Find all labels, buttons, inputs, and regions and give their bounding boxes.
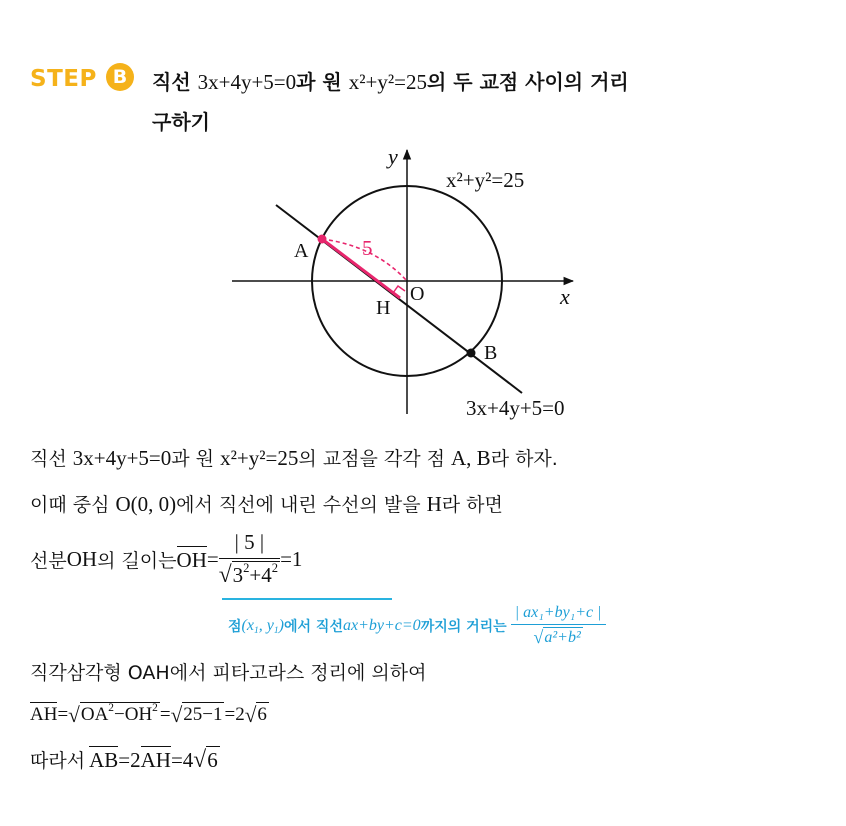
line-equation-label: 3x+4y+5=0 (466, 396, 565, 420)
l1-text-3: 의 교점을 각각 점 (298, 448, 451, 470)
l5-sqrt-3: √ 6 (244, 702, 267, 727)
l5-oa: OA (80, 704, 109, 725)
point-a-label: A (294, 240, 309, 262)
note-line-equation: ax+by+c=0 (342, 617, 421, 635)
l1-text-1: 직선 (30, 448, 73, 470)
l5-eq3: =2 (224, 704, 245, 725)
title-text-2: 과 원 (296, 70, 342, 94)
radius-label: 5 (362, 236, 373, 260)
l5-exp1: 2 (108, 701, 114, 714)
note-fraction (511, 604, 606, 648)
note-text-1: 점 (228, 619, 242, 636)
l6-sqrt: √ 6 (193, 747, 218, 774)
l6-text-1: 따라서 (30, 750, 86, 772)
l2-point-h: H (426, 492, 442, 516)
l5-eq2: = (159, 704, 171, 725)
sqrt-sign: √ $3^2+4^2$ (218, 560, 279, 589)
l5-eq1: = (57, 704, 69, 725)
l1-line-equation: 3x+4y+5=0 (72, 446, 172, 470)
solution-line-6 (30, 746, 220, 773)
title-circle-equation: x²+y²=25 (348, 70, 427, 94)
title-line-equation: 3x+4y+5=0 (197, 70, 297, 94)
l5-sqrt-2: √ 25−1 (170, 702, 223, 727)
l6-six: 6 (207, 748, 218, 772)
l6-eq2: =4 (170, 748, 194, 772)
note-denominator: √ a²+b² (533, 627, 581, 648)
l5-minus: − (114, 704, 125, 725)
note-text-3: 까지의 거리는 (420, 619, 507, 636)
point-a (318, 235, 327, 244)
l2-text-3: 라 하면 (441, 494, 503, 516)
l2-center: O(0, 0) (115, 492, 177, 516)
l5-sqrt-1: √ $OA^2-OH^2$ (68, 701, 158, 727)
step-label: STEP (30, 66, 97, 92)
note-numerator: | ax₁+by₁+c | (511, 604, 606, 625)
x-axis-label: x (560, 284, 570, 309)
section-title-line2: 구하기 (152, 110, 210, 134)
l6-eq1: =2 (118, 748, 141, 772)
den-plus: +4 (249, 563, 272, 587)
note-den-radicand: a²+b² (544, 629, 581, 646)
l5-inner: 25−1 (183, 704, 223, 725)
point-b-label: B (484, 342, 498, 364)
l1-text-4: 라 하자. (490, 448, 558, 470)
solution-line-4: 직각삼각형 OAH에서 피타고라스 정리에 의하여 (30, 662, 427, 684)
distance-fraction (219, 530, 280, 588)
l2-text-2: 에서 직선에 내린 수선의 발을 (176, 494, 427, 516)
l3-result: =1 (280, 546, 303, 571)
l3-oh-overline: OH (176, 547, 207, 572)
solution-line-2 (30, 490, 503, 517)
l3-text-2: 의 길이는 (97, 549, 177, 572)
note-connector (222, 598, 392, 600)
distance-formula-note (228, 604, 606, 648)
title-text-3: 의 두 교점 사이의 거리 (427, 70, 629, 94)
l3-text-1: 선분 (30, 549, 67, 572)
l2-text-1: 이때 중심 (30, 494, 116, 516)
den-base: 3 (232, 563, 244, 587)
note-point: ($x_1$, $y_1$) (241, 617, 284, 636)
l3-equals: = (206, 546, 219, 571)
point-b (467, 349, 476, 358)
solution-line-1 (30, 444, 558, 471)
segment-ah (322, 239, 400, 298)
l1-comma: , (466, 446, 477, 470)
step-badge: B (106, 63, 134, 91)
l6-ab: AB (89, 748, 119, 772)
origin-label: O (410, 283, 425, 305)
l1-text-2: 과 원 (171, 448, 221, 470)
fraction-numerator: | 5 | (219, 530, 280, 559)
solution-line-3 (30, 530, 302, 588)
l1-circle-equation: x²+y²=25 (220, 446, 299, 470)
foot-h-label: H (376, 297, 391, 319)
l3-oh: OH (66, 546, 98, 571)
l1-point-a: A (451, 446, 467, 470)
title-text-1: 직선 (152, 70, 191, 94)
fraction-denominator (219, 559, 280, 588)
y-axis-label: y (388, 144, 398, 169)
l5-six: 6 (257, 704, 267, 725)
den-exponent: 2 (243, 560, 250, 575)
circle-equation-label: x²+y²=25 (446, 168, 525, 192)
l5-exp2: 2 (152, 701, 158, 714)
den-exponent-2: 2 (271, 560, 279, 575)
l5-ah: AH (30, 704, 58, 725)
l5-oh: OH (124, 704, 153, 725)
solution-line-5 (30, 702, 269, 726)
l1-point-b: B (476, 446, 491, 470)
l6-ah: AH (140, 748, 171, 772)
right-angle-mark (393, 286, 405, 293)
note-text-2: 에서 직선 (284, 619, 343, 636)
